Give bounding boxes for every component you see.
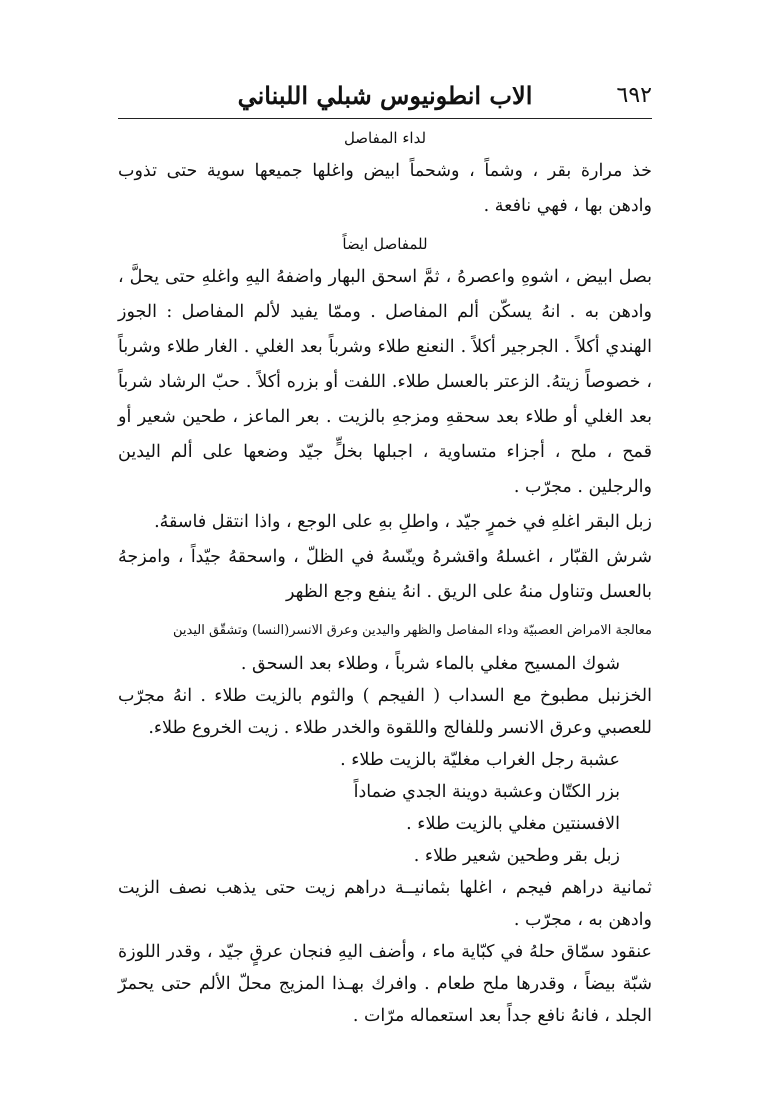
recipe-paragraph: عنقود سمّاق حلهُ في كبّاية ماء ، وأضف اليهِ فنجان عرقٍ جيّد ، وقدر اللوزة شبّة بيضاً ، وقدرها ملح طعام . وافرك بهـذا المزيج محلّ الألم حتى يحمرّ الجلد ، فانهُ نافع جداً بعد استعماله مرّات . xyxy=(118,942,652,1026)
page-header xyxy=(118,72,652,118)
section-heading: للمفاصل ايضاً xyxy=(342,235,428,253)
recipe-paragraph: الخزنبل مطبوخ مع السداب ( الفيجم ) والثوم بالزيت طلاء . انهُ مجرّب للعصبي وعرق الانسر وللفالج واللقوة والخدر طلاء . زيت الخروع طلاء. xyxy=(118,686,652,738)
recipe-paragraph: الافسنتين مغلي بالزيت طلاء . xyxy=(406,814,620,834)
recipe-paragraph: بصل ابيض ، اشوهِ واعصرهُ ، ثمَّ اسحق البهار واضفهُ اليهِ واغلهِ حتى يحلَّ ، وادهن به . انهُ يسكّن ألم المفاصل . وممّا يفيد لألم المفاصل : الجوز الهندي أكلاً . الجرجير أكلاً . النعنع طلاء وشرباً بعد الغلي . الغار طلاء وشرباً ، خصوصاً زيتهُ. الزعتر بالعسل طلاء. اللفت أو بزره أكلاً . حبّ الرشاد شرباً بعد الغلي أو طلاء بعد سحقهِ ومزجهِ بالزيت . بعر الماعز ، طحين شعير أو قمح ، ملح ، أجزاء متساوية ، اجبلها بخلٍّ جيّد وضعها على ألم اليدين والرجلين . مجرّب . xyxy=(118,267,652,497)
page-body xyxy=(118,128,652,1032)
recipe-paragraph: زبل البقر اغلهِ في خمرٍ جيّد ، واطلِ بهِ على الوجع ، واذا انتقل فاسقهُ. xyxy=(154,512,652,532)
recipe-paragraph: شرش القبّار ، اغسلهُ واقشرهُ وينّسهُ في الظلّ ، واسحقهُ جيّداً ، وامزجهُ بالعسل وتناول منهُ على الريق . انهُ ينفع وجع الظهر xyxy=(118,547,652,602)
recipe-paragraph: عشبة رجل الغراب مغليّة بالزيت طلاء . xyxy=(340,750,620,770)
running-title: الاب انطونيوس شبلي اللبناني xyxy=(237,80,533,110)
recipe-paragraph: ثمانية دراهم فيجم ، اغلها بثمانيــة دراهم زيت حتى يذهب نصف الزيت وادهن به ، مجرّب . xyxy=(118,878,652,930)
header-rule xyxy=(118,118,652,119)
section-heading: لداء المفاصل xyxy=(343,129,427,147)
recipe-paragraph: بزر الكتّان وعشبة دوينة الجدي ضماداً xyxy=(353,782,620,802)
recipe-paragraph: خذ مرارة بقر ، وشماً ، وشحماً ابيض واغلها جميعها سوية حتى تذوب وادهن بها ، فهي نافعة . xyxy=(118,161,652,216)
recipe-paragraph: شوك المسيح مغلي بالماء شرباً ، وطلاء بعد السحق . xyxy=(240,654,620,674)
section-heading: معالجة الامراض العصبيّة وداء المفاصل والظهر واليدين وعرق الانسر(النسا) وتشقّق اليدين xyxy=(172,623,652,638)
page-number: ٦٩٢ xyxy=(616,82,652,108)
recipe-paragraph: زبل بقر وطحين شعير طلاء . xyxy=(413,846,620,866)
